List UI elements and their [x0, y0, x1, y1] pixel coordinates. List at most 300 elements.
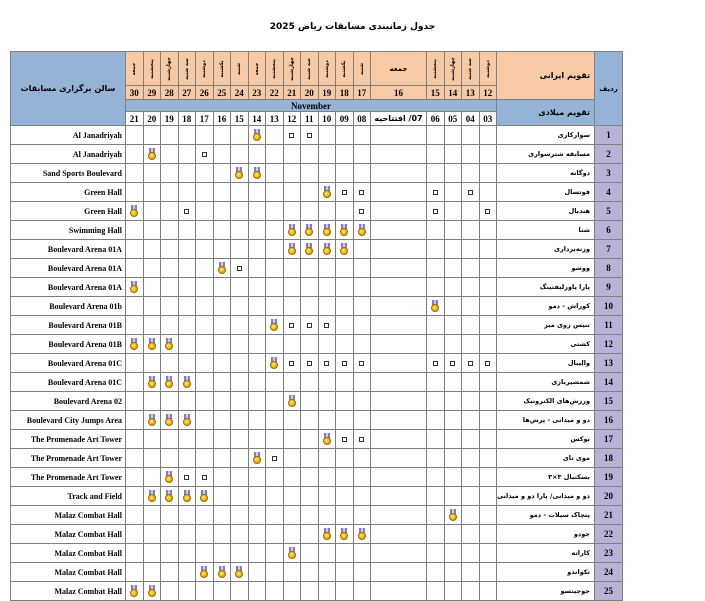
schedule-cell [126, 354, 144, 373]
schedule-cell [231, 411, 249, 430]
day-name-label: سه شنبه [183, 57, 190, 80]
schedule-cell [196, 183, 214, 202]
schedule-cell [126, 392, 144, 411]
day-name-label: چهارشنبه [166, 56, 173, 81]
schedule-cell [213, 221, 231, 240]
schedule-cell [266, 221, 284, 240]
schedule-cell [318, 354, 336, 373]
medal-disc [130, 342, 138, 350]
schedule-cell [371, 145, 427, 164]
venue-cell: The Promenade Art Tower [11, 449, 126, 468]
schedule-cell [213, 392, 231, 411]
schedule-cell [427, 430, 445, 449]
schedule-cell [126, 183, 144, 202]
day-name-cell [161, 52, 179, 86]
schedule-cell [266, 183, 284, 202]
schedule-cell [462, 259, 480, 278]
schedule-cell [301, 335, 319, 354]
schedule-cell [479, 240, 497, 259]
schedule-cell [353, 202, 371, 221]
schedule-cell [462, 278, 480, 297]
day-name-label: یکشنبه [218, 60, 225, 77]
schedule-cell [143, 563, 161, 582]
schedule-cell [318, 278, 336, 297]
schedule-cell [178, 278, 196, 297]
schedule-cell [301, 259, 319, 278]
schedule-cell [479, 411, 497, 430]
checkbox-icon [324, 361, 329, 366]
schedule-cell [336, 126, 354, 145]
schedule-cell [283, 316, 301, 335]
schedule-cell [336, 468, 354, 487]
schedule-cell [231, 126, 249, 145]
schedule-cell [143, 240, 161, 259]
schedule-cell [336, 240, 354, 259]
schedule-cell [143, 544, 161, 563]
day-name-label: جمعه [253, 62, 260, 75]
medal-icon [199, 566, 209, 578]
day-name-cell [353, 52, 371, 86]
checkbox-icon [468, 361, 473, 366]
schedule-cell [196, 487, 214, 506]
gregorian-day-number: 11 [301, 112, 319, 126]
schedule-cell [479, 487, 497, 506]
schedule-cell [178, 449, 196, 468]
schedule-cell [266, 259, 284, 278]
schedule-cell [213, 259, 231, 278]
sport-cell: پنچاک سیلات - دمو [497, 506, 595, 525]
venue-cell: Boulevard Arena 01C [11, 373, 126, 392]
schedule-cell [479, 335, 497, 354]
schedule-cell [161, 202, 179, 221]
schedule-cell [248, 354, 266, 373]
row-number: 12 [595, 335, 623, 354]
medal-disc [235, 171, 243, 179]
persian-day-number: 14 [444, 86, 462, 100]
schedule-cell [213, 297, 231, 316]
schedule-cell [178, 183, 196, 202]
day-name-label: چهارشنبه [288, 56, 295, 81]
schedule-cell [353, 297, 371, 316]
schedule-cell [371, 525, 427, 544]
schedule-cell [143, 411, 161, 430]
medal-disc [165, 342, 173, 350]
row-number: 19 [595, 468, 623, 487]
venue-cell: The Promenade Art Tower [11, 430, 126, 449]
schedule-cell [126, 278, 144, 297]
medal-icon [147, 148, 157, 160]
medal-icon [182, 490, 192, 502]
schedule-cell [318, 373, 336, 392]
schedule-cell [462, 468, 480, 487]
sport-cell: شنا [497, 221, 595, 240]
schedule-cell [318, 202, 336, 221]
schedule-cell [479, 582, 497, 601]
schedule-cell [336, 354, 354, 373]
schedule-cell [444, 278, 462, 297]
page-title: جدول زمانبندی مسابقات ریاض 2025 [269, 22, 436, 32]
schedule-cell [161, 183, 179, 202]
row-number: 4 [595, 183, 623, 202]
schedule-cell [371, 544, 427, 563]
schedule-cell [266, 563, 284, 582]
schedule-cell [427, 221, 445, 240]
schedule-cell [161, 373, 179, 392]
schedule-cell [126, 259, 144, 278]
schedule-cell [213, 202, 231, 221]
schedule-cell [318, 506, 336, 525]
schedule-cell [462, 525, 480, 544]
schedule-cell [427, 145, 445, 164]
schedule-cell [427, 297, 445, 316]
medal-disc [253, 171, 261, 179]
schedule-cell [479, 525, 497, 544]
medal-disc [323, 228, 331, 236]
checkbox-icon [289, 361, 294, 366]
schedule-cell [479, 126, 497, 145]
schedule-cell [178, 297, 196, 316]
schedule-cell [161, 449, 179, 468]
sport-cell: سوارکاری [497, 126, 595, 145]
table-row [11, 316, 623, 335]
checkbox-icon [359, 437, 364, 442]
medal-disc [148, 342, 156, 350]
schedule-cell [444, 202, 462, 221]
schedule-cell [161, 164, 179, 183]
schedule-cell [444, 582, 462, 601]
schedule-cell [336, 278, 354, 297]
checkbox-icon [184, 475, 189, 480]
schedule-cell [178, 582, 196, 601]
schedule-cell [336, 392, 354, 411]
venue-column-header: سالن برگزاری مسابقات [11, 52, 126, 126]
schedule-cell [143, 354, 161, 373]
schedule-cell [371, 506, 427, 525]
schedule-cell [213, 126, 231, 145]
schedule-cell [266, 392, 284, 411]
medal-disc [130, 589, 138, 597]
medal-icon [287, 547, 297, 559]
schedule-cell [161, 506, 179, 525]
medal-icon [322, 433, 332, 445]
schedule-cell [444, 506, 462, 525]
persian-day-number: 25 [213, 86, 231, 100]
medal-disc [358, 532, 366, 540]
schedule-cell [266, 335, 284, 354]
row-number: 24 [595, 563, 623, 582]
schedule-cell [427, 316, 445, 335]
schedule-cell [301, 506, 319, 525]
schedule-cell [353, 468, 371, 487]
checkbox-icon [359, 361, 364, 366]
schedule-cell [301, 582, 319, 601]
persian-day-number: 29 [143, 86, 161, 100]
schedule-cell [479, 164, 497, 183]
schedule-cell [318, 240, 336, 259]
schedule-cell [143, 259, 161, 278]
schedule-cell [444, 373, 462, 392]
schedule-cell [301, 563, 319, 582]
schedule-cell [248, 563, 266, 582]
sport-cell: کاراته [497, 544, 595, 563]
day-name-label: یکشنبه [341, 60, 348, 77]
row-number: 22 [595, 525, 623, 544]
sport-cell: جوجیتسو [497, 582, 595, 601]
schedule-cell [248, 335, 266, 354]
persian-day-number: 26 [196, 86, 214, 100]
persian-day-number: 18 [336, 86, 354, 100]
day-name-cell [427, 52, 445, 86]
day-name-label: جمعه [131, 62, 138, 75]
schedule-cell [196, 259, 214, 278]
checkbox-icon [307, 361, 312, 366]
schedule-cell [248, 126, 266, 145]
schedule-cell [336, 164, 354, 183]
schedule-cell [161, 544, 179, 563]
row-number: 10 [595, 297, 623, 316]
sport-cell: ورزش‌های الکترونیک [497, 392, 595, 411]
gregorian-day-number: 14 [248, 112, 266, 126]
schedule-cell [248, 373, 266, 392]
schedule-cell [318, 316, 336, 335]
schedule-cell [178, 430, 196, 449]
schedule-cell [213, 164, 231, 183]
medal-icon [199, 490, 209, 502]
schedule-cell [266, 316, 284, 335]
schedule-cell [336, 430, 354, 449]
gregorian-day-number: 03 [479, 112, 497, 126]
schedule-cell [213, 563, 231, 582]
gregorian-day-number: 13 [266, 112, 284, 126]
medal-icon [182, 414, 192, 426]
schedule-cell [248, 430, 266, 449]
medal-icon [448, 509, 458, 521]
schedule-cell [371, 202, 427, 221]
medal-disc [288, 247, 296, 255]
schedule-cell [196, 373, 214, 392]
schedule-cell [479, 506, 497, 525]
schedule-cell [479, 145, 497, 164]
schedule-cell [353, 487, 371, 506]
schedule-cell [161, 335, 179, 354]
schedule-cell [444, 411, 462, 430]
schedule-cell [266, 525, 284, 544]
venue-cell: Green Hall [11, 202, 126, 221]
schedule-cell [161, 297, 179, 316]
schedule-cell [336, 335, 354, 354]
venue-cell: Boulevard Arena 01b [11, 297, 126, 316]
row-number: 5 [595, 202, 623, 221]
sport-cell: کوراش - دمو [497, 297, 595, 316]
table-row [11, 487, 623, 506]
medal-disc [305, 228, 313, 236]
row-number: 1 [595, 126, 623, 145]
schedule-cell [336, 297, 354, 316]
persian-day-number: 22 [266, 86, 284, 100]
sport-cell: مسابقه شترسواری [497, 145, 595, 164]
schedule-cell [196, 525, 214, 544]
schedule-cell [444, 468, 462, 487]
schedule-cell [444, 487, 462, 506]
medal-disc [183, 494, 191, 502]
schedule-cell [178, 392, 196, 411]
schedule-cell [126, 430, 144, 449]
medal-disc [165, 380, 173, 388]
schedule-cell [301, 145, 319, 164]
schedule-cell [444, 297, 462, 316]
schedule-cell [427, 392, 445, 411]
schedule-cell [371, 297, 427, 316]
schedule-cell [444, 354, 462, 373]
persian-day-number: 21 [283, 86, 301, 100]
schedule-cell [213, 544, 231, 563]
schedule-cell [444, 259, 462, 278]
schedule-cell [301, 544, 319, 563]
persian-day-number: 27 [178, 86, 196, 100]
schedule-cell [336, 145, 354, 164]
schedule-cell [301, 240, 319, 259]
schedule-cell [283, 411, 301, 430]
row-number: 17 [595, 430, 623, 449]
schedule-cell [178, 468, 196, 487]
medal-disc [449, 513, 457, 521]
venue-cell: Malaz Combat Hall [11, 525, 126, 544]
schedule-cell [462, 430, 480, 449]
schedule-cell [462, 449, 480, 468]
medal-disc [183, 418, 191, 426]
day-name-cell [371, 52, 427, 86]
schedule-cell [143, 278, 161, 297]
day-name-cell [143, 52, 161, 86]
schedule-cell [161, 525, 179, 544]
checkbox-icon [202, 152, 207, 157]
venue-cell: Boulevard Arena 01C [11, 354, 126, 373]
schedule-cell [283, 525, 301, 544]
table-row [11, 392, 623, 411]
schedule-cell [353, 582, 371, 601]
schedule-table [10, 51, 623, 601]
schedule-cell [353, 544, 371, 563]
row-number: 7 [595, 240, 623, 259]
schedule-cell [444, 221, 462, 240]
schedule-cell [231, 525, 249, 544]
schedule-cell [301, 164, 319, 183]
schedule-cell [266, 449, 284, 468]
sport-cell: پارا پاورلیفتینگ [497, 278, 595, 297]
schedule-cell [427, 354, 445, 373]
checkbox-icon [324, 323, 329, 328]
medal-icon [287, 243, 297, 255]
sport-cell: دو و میدانی - پرش‌ها [497, 411, 595, 430]
row-number: 15 [595, 392, 623, 411]
schedule-cell [143, 164, 161, 183]
gregorian-day-number: 16 [213, 112, 231, 126]
venue-cell: Al Janadriyah [11, 145, 126, 164]
medal-disc [340, 247, 348, 255]
checkbox-icon [289, 133, 294, 138]
schedule-cell [301, 297, 319, 316]
gregorian-day-number: 12 [283, 112, 301, 126]
schedule-cell [318, 430, 336, 449]
schedule-cell [266, 278, 284, 297]
schedule-cell [336, 487, 354, 506]
schedule-cell [178, 335, 196, 354]
schedule-cell [427, 487, 445, 506]
medal-disc [148, 494, 156, 502]
medal-disc [218, 570, 226, 578]
schedule-cell [213, 487, 231, 506]
schedule-cell [126, 297, 144, 316]
medal-disc [130, 285, 138, 293]
schedule-cell [143, 468, 161, 487]
venue-cell: Track and Field [11, 487, 126, 506]
table-row [11, 449, 623, 468]
table-row [11, 335, 623, 354]
schedule-cell [196, 449, 214, 468]
schedule-cell [444, 183, 462, 202]
persian-day-number: 15 [427, 86, 445, 100]
schedule-cell [371, 354, 427, 373]
schedule-cell [196, 354, 214, 373]
day-name-label: دوشنبه [323, 59, 330, 78]
schedule-cell [196, 316, 214, 335]
schedule-cell [213, 468, 231, 487]
sport-cell: هندبال [497, 202, 595, 221]
schedule-cell [161, 240, 179, 259]
schedule-cell [126, 202, 144, 221]
schedule-cell [444, 164, 462, 183]
schedule-cell [479, 221, 497, 240]
schedule-cell [371, 582, 427, 601]
row-number: 11 [595, 316, 623, 335]
venue-cell: Boulevard Arena 01B [11, 335, 126, 354]
schedule-cell [353, 145, 371, 164]
day-name-cell [231, 52, 249, 86]
day-name-label: شنبه [236, 62, 243, 75]
checkbox-icon [485, 209, 490, 214]
medal-disc [323, 190, 331, 198]
table-row [11, 145, 623, 164]
medal-icon [269, 319, 279, 331]
schedule-cell [231, 297, 249, 316]
medal-icon [252, 452, 262, 464]
schedule-cell [318, 468, 336, 487]
sport-cell: والیبال [497, 354, 595, 373]
schedule-cell [444, 126, 462, 145]
medal-disc [130, 209, 138, 217]
schedule-cell [231, 259, 249, 278]
schedule-cell [143, 183, 161, 202]
gregorian-day-number: 09 [336, 112, 354, 126]
schedule-cell [283, 544, 301, 563]
schedule-cell [336, 259, 354, 278]
schedule-cell [371, 411, 427, 430]
schedule-cell [283, 373, 301, 392]
medal-icon [339, 224, 349, 236]
medal-disc [270, 323, 278, 331]
schedule-cell [248, 221, 266, 240]
schedule-cell [283, 449, 301, 468]
schedule-cell [178, 164, 196, 183]
schedule-cell [283, 278, 301, 297]
schedule-cell [462, 373, 480, 392]
schedule-cell [371, 563, 427, 582]
schedule-cell [444, 240, 462, 259]
schedule-cell [126, 563, 144, 582]
schedule-cell [462, 221, 480, 240]
venue-cell: Swimming Hall [11, 221, 126, 240]
schedule-cell [427, 278, 445, 297]
